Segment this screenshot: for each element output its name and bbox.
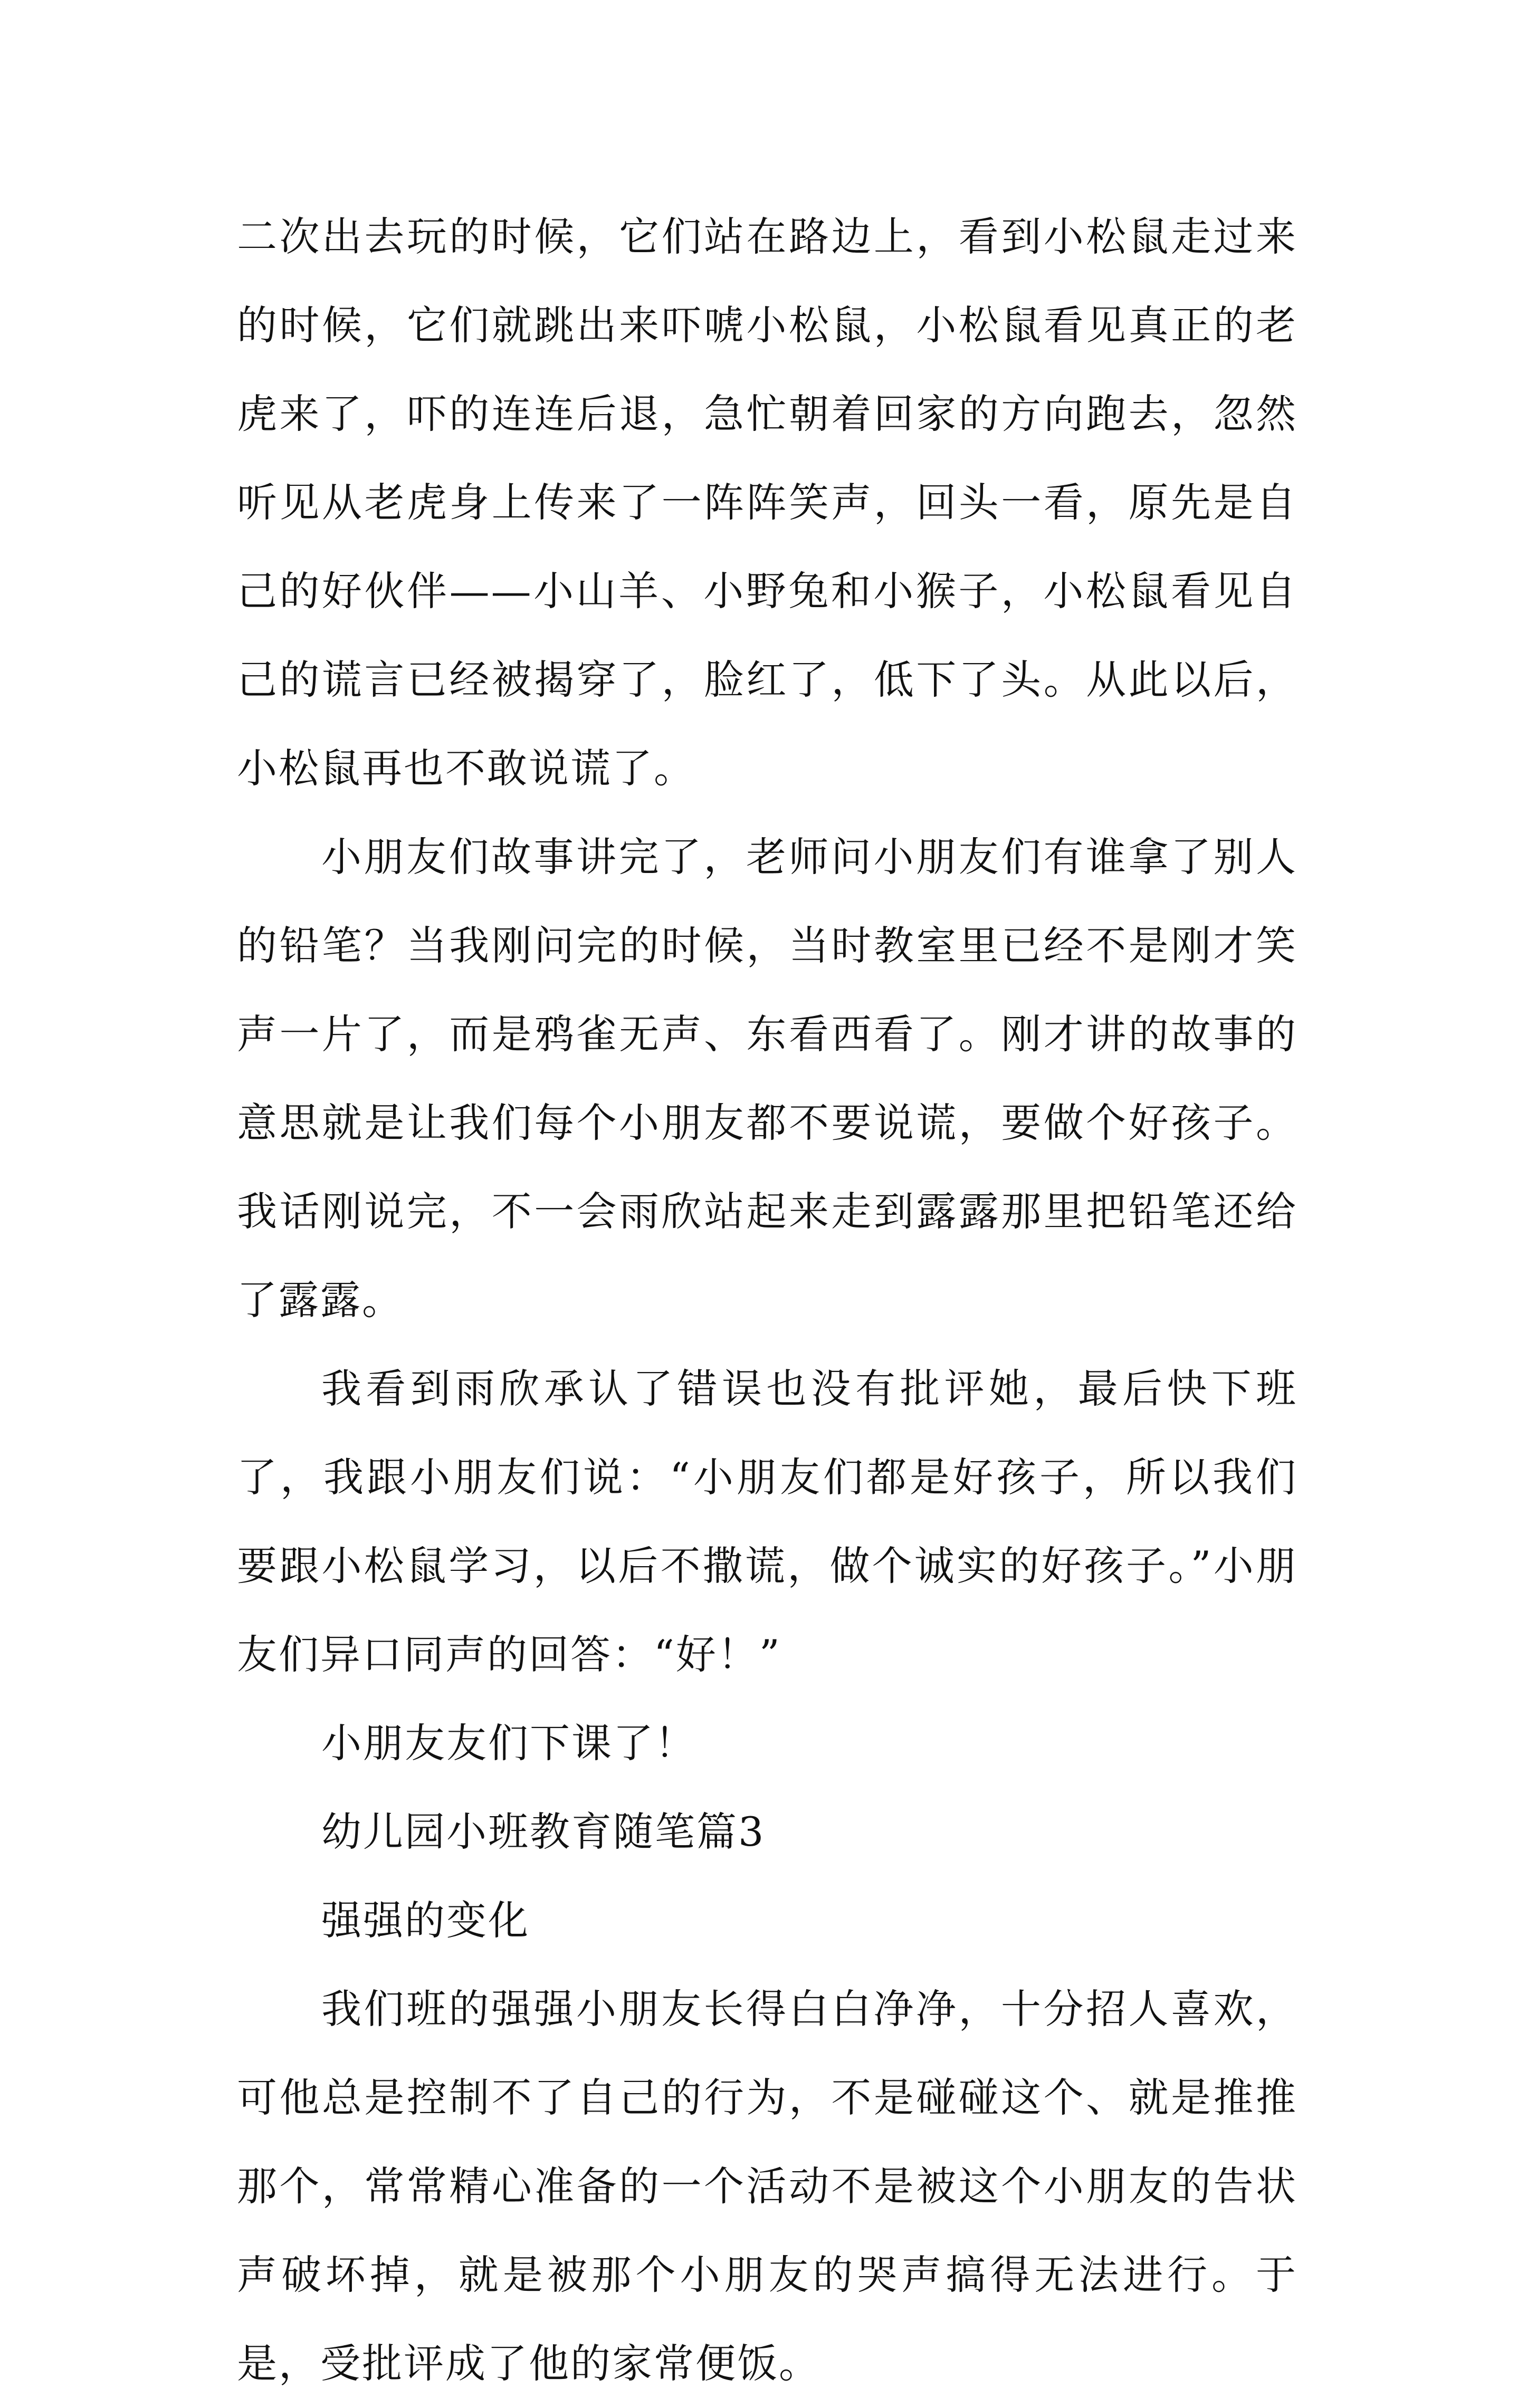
paragraph-teacher-question: 小朋友们故事讲完了，老师问小朋友们有谁拿了别人的铅笔？当我刚问完的时候，当时教室里已经不是刚才笑声一片了，而是鸦雀无声、东看西看了。刚才讲的故事的意思就是让我们每个小朋友都不要说谎，要做个好孩子。我话刚说完，不一会雨欣站起来走到露露那里把铅笔还给了露露。 <box>237 833 1297 1323</box>
document-body <box>237 193 1297 2408</box>
paragraph-story-ending: 二次出去玩的时候，它们站在路边上，看到小松鼠走过来的时候，它们就跳出来吓唬小松鼠，小松鼠看见真正的老虎来了，吓的连连后退，急忙朝着回家的方向跑去，忽然听见从老虎身上传来了一阵阵笑声，回头一看，原先是自己的好伙伴——小山羊、小野兔和小猴子，小松鼠看见自己的谎言已经被揭穿了，脸红了，低下了头。从此以后，小松鼠再也不敢说谎了。 <box>237 213 1297 792</box>
section-heading: 幼儿园小班教育随笔篇3 <box>321 1808 766 1855</box>
paragraph-class-answer: 我看到雨欣承认了错误也没有批评她，最后快下班了，我跟小朋友们说：“小朋友们都是好孩子，所以我们要跟小松鼠学习，以后不撒谎，做个诚实的好孩子。”小朋友们异口同声的回答：“好！” <box>237 1365 1297 1678</box>
paragraph-qiangqiang-intro: 我们班的强强小朋友长得白白净净，十分招人喜欢，可他总是控制不了自己的行为，不是碰碰这个、就是推推那个，常常精心准备的一个活动不是被这个小朋友的告状声破坏掉，就是被那个小朋友的哭声搞得无法进行。于是，受批评成了他的家常便饭。 <box>237 1985 1297 2387</box>
paragraph-class-dismissed: 小朋友友们下课了！ <box>321 1720 696 1767</box>
section-title: 强强的变化 <box>321 1897 530 1944</box>
